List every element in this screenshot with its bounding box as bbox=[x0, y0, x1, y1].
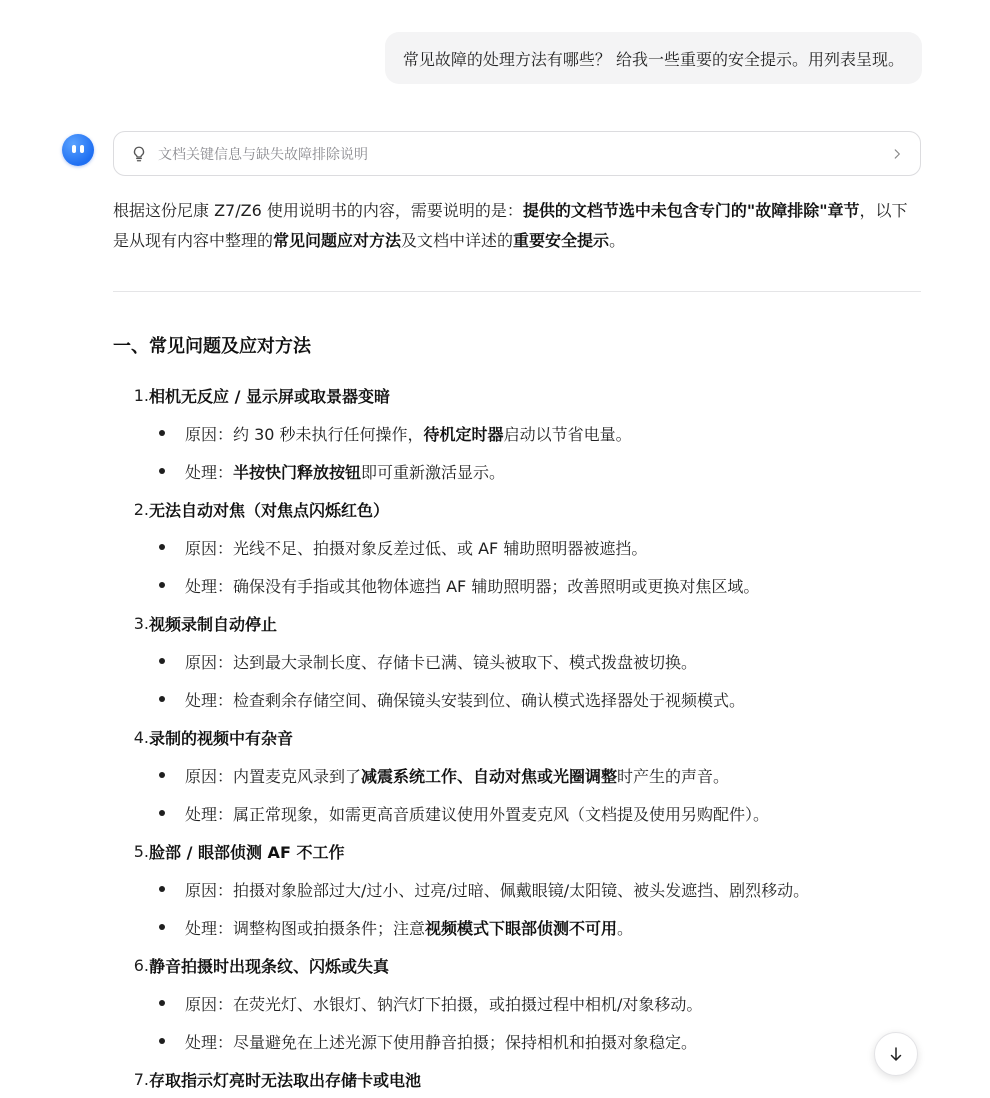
arrow-down-icon bbox=[887, 1045, 905, 1063]
list-item-title: 1. 相机无反应 / 显示屏或取景器变暗 bbox=[133, 385, 390, 406]
user-message-text: 常见故障的处理方法有哪些？ 给我一些重要的安全提示。用列表呈现。 bbox=[402, 49, 904, 69]
reference-card-label: 文档关键信息与缺失故障排除说明 bbox=[158, 146, 368, 163]
list-item-title: 7. 存取指示灯亮时无法取出存储卡或电池 bbox=[133, 1069, 422, 1090]
list-item-fix: 处理：属正常现象，如需更高音质建议使用外置麦克风（文档提及使用另购配件）。 bbox=[113, 794, 921, 832]
list-item-cause: 原因：在荧光灯、水银灯、钠汽灯下拍摄，或拍摄过程中相机/对象移动。 bbox=[113, 984, 921, 1022]
divider bbox=[113, 291, 921, 292]
list-item-cause: 原因：内置麦克风录到了减震系统工作、自动对焦或光圈调整时产生的声音。 bbox=[113, 756, 921, 794]
section-title: 一、常见问题及应对方法 bbox=[113, 336, 311, 357]
reference-card[interactable] bbox=[113, 131, 921, 176]
list-item-title: 2. 无法自动对焦（对焦点闪烁红色） bbox=[133, 499, 390, 520]
faq-list bbox=[113, 376, 921, 1098]
user-message-bubble bbox=[385, 32, 922, 84]
lightbulb-icon bbox=[130, 145, 148, 163]
list-item-fix: 处理：检查剩余存储空间、确保镜头安装到位、确认模式选择器处于视频模式。 bbox=[113, 680, 921, 718]
list-item-title: 5. 脸部 / 眼部侦测 AF 不工作 bbox=[133, 841, 345, 862]
list-item-fix: 处理：调整构图或拍摄条件；注意视频模式下眼部侦测不可用。 bbox=[113, 908, 921, 946]
intro-paragraph: 根据这份尼康 Z7/Z6 使用说明书的内容，需要说明的是：提供的文档节选中未包含专门的"故障排除"章节，以下是从现有内容中整理的常见问题应对方法及文档中详述的重要安全提示。 bbox=[113, 201, 908, 250]
list-item-fix: 处理：尽量避免在上述光源下使用静音拍摄；保持相机和拍摄对象稳定。 bbox=[113, 1022, 921, 1060]
list-item-cause: 原因：拍摄对象脸部过大/过小、过亮/过暗、佩戴眼镜/太阳镜、被头发遮挡、剧烈移动。 bbox=[113, 870, 921, 908]
list-item-fix: 处理：半按快门释放按钮即可重新激活显示。 bbox=[113, 452, 921, 490]
chevron-right-icon bbox=[890, 147, 904, 161]
list-item-fix: 处理：确保没有手指或其他物体遮挡 AF 辅助照明器；改善照明或更换对焦区域。 bbox=[113, 566, 921, 604]
scroll-to-bottom-button[interactable] bbox=[874, 1032, 918, 1076]
list-item-cause: 原因：达到最大录制长度、存储卡已满、镜头被取下、模式拨盘被切换。 bbox=[113, 642, 921, 680]
list-item-cause: 原因：光线不足、拍摄对象反差过低、或 AF 辅助照明器被遮挡。 bbox=[113, 528, 921, 566]
list-item-title: 6. 静音拍摄时出现条纹、闪烁或失真 bbox=[133, 955, 390, 976]
list-item-title: 4. 录制的视频中有杂音 bbox=[133, 727, 294, 748]
assistant-avatar bbox=[62, 134, 94, 166]
list-item-title: 3. 视频录制自动停止 bbox=[133, 613, 278, 634]
list-item-cause: 原因：约 30 秒未执行任何操作，待机定时器启动以节省电量。 bbox=[113, 414, 921, 452]
